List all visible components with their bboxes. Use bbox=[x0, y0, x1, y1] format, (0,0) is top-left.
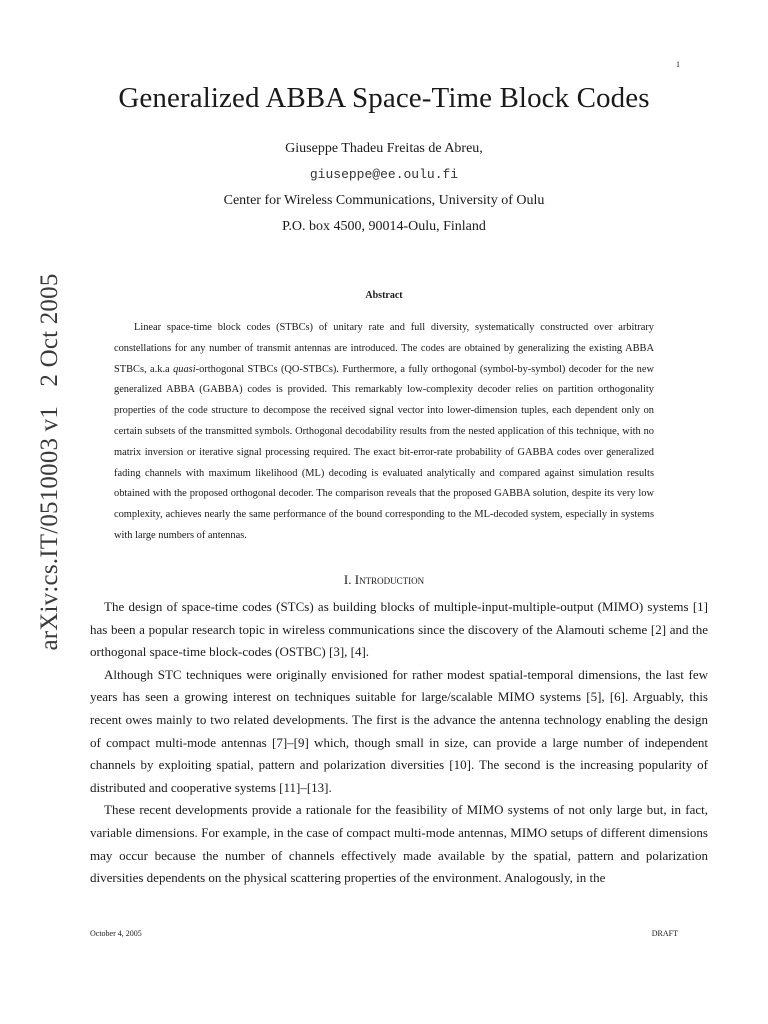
paragraph-2: Although STC techniques were originally envisioned for rather modest spatial-temporal dimensions, the last few years has seen a growing interest on techniques suitable for large/scalable MIMO systems [5], [6]. Arguably, this recent owes mainly to two related developments. The first is the advance the antenna technology enabling the design of compact multi-mode antennas [7]–[9] which, though small in size, can provide a large number of independent channels by exploiting spatial, pattern and polarization diversities [10]. The second is the increasing popularity of distributed and cooperative systems [11]–[13]. bbox=[90, 666, 708, 795]
abstract-heading: Abstract bbox=[365, 290, 403, 301]
abstract-text-part-1: Linear space-time block codes (STBCs) of unitary rate and full diversity, systematically constructed over arbitrary constellations for any number of transmit antennas are introduced. The codes are obtained by generalizing the existing ABBA STBCs, a.k.a bbox=[114, 322, 654, 375]
paragraph-3: These recent developments provide a rationale for the feasibility of MIMO systems of not only large but, in fact, variable dimensions. For example, in the case of compact multi-mode antennas, MIMO setups of different dimensions may occur because the number of channels effectively made available by the spatial, pattern and polarization diversities dependents on the physical scattering properties of the environment. Analogously, in the bbox=[90, 802, 708, 886]
paragraph-1: The design of space-time codes (STCs) as building blocks of multiple-input-multiple-output (MIMO) systems [1] has been a popular research topic in wireless communications since the discovery of the Alamouti scheme [2] and the orthogonal space-time block-codes (OSTBC) [3], [4]. bbox=[90, 599, 708, 660]
arxiv-identifier-stamp: arXiv:cs.IT/0510003 v1 2 Oct 2005 bbox=[36, 273, 63, 651]
section-title: Introduction bbox=[354, 572, 425, 587]
abstract-text-part-2: -orthogonal STBCs (QO-STBCs). Furthermore, a fully orthogonal (symbol-by-symbol) decoder for the new generalized ABBA (GABBA) codes is provided. This remarkably low-complexity decoder relies on partition orthogonality properties of the code structure to decompose the received signal vector into lower-dimension tuples, each dependent only on certain subsets of the transmitted symbols. Orthogonal decodability results from the nested application of this technique, with no matrix inversion or iterative signal processing required. The exact bit-error-rate probability of GABBA codes over generalized fading channels with maximum likelihood (ML) decoding is evaluated analytically and compared against simulation results obtained with the proposed orthogonal decoder. The comparison reveals that the proposed GABBA solution, despite its very low complexity, achieves nearly the same performance of the bound corresponding to the ML-decoded system, especially in systems with large numbers of antennas. bbox=[114, 363, 654, 541]
author-email[interactable]: giuseppe@ee.oulu.fi bbox=[309, 167, 459, 182]
section-heading-introduction bbox=[0, 572, 768, 588]
author-address: P.O. box 4500, 90014-Oulu, Finland bbox=[282, 219, 486, 234]
author-name: Giuseppe Thadeu Freitas de Abreu, bbox=[285, 141, 483, 156]
author-affiliation: Center for Wireless Communications, University of Oulu bbox=[223, 193, 545, 208]
footer-draft-label: DRAFT bbox=[651, 929, 678, 938]
abstract-text bbox=[114, 318, 654, 547]
paper-title: Generalized ABBA Space-Time Block Codes bbox=[118, 82, 650, 114]
abstract-emphasis: quasi bbox=[173, 363, 196, 375]
page-number: 1 bbox=[676, 60, 680, 69]
author-block bbox=[0, 136, 768, 240]
section-numeral: I. bbox=[343, 572, 355, 587]
introduction-body bbox=[90, 596, 708, 890]
footer-date: October 4, 2005 bbox=[90, 929, 142, 938]
